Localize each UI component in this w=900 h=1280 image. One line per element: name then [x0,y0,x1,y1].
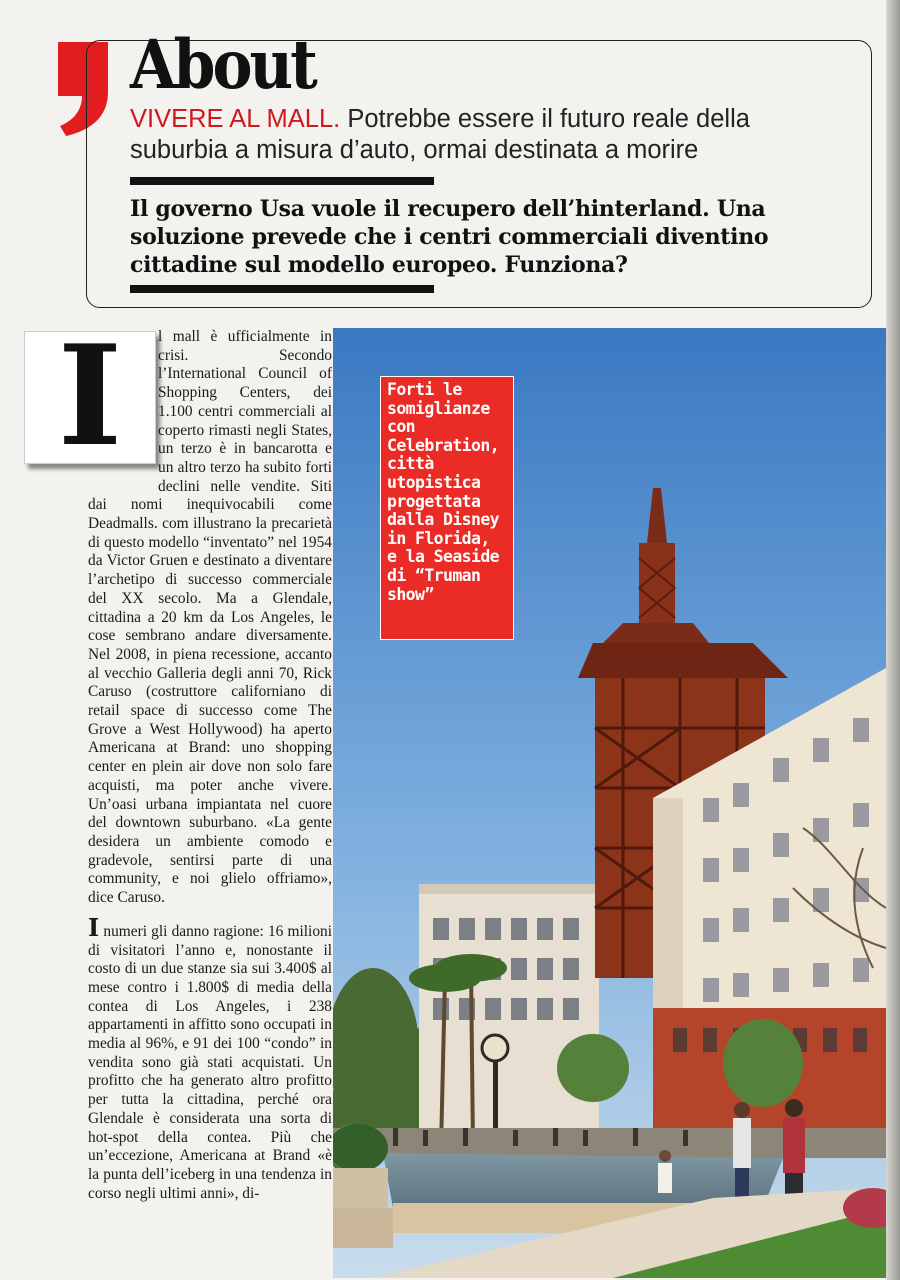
deck: Il governo Usa vuole il recupero dell’hinterland. Una soluzione prevede che i centri commerciali diventino cittadine sul modello europeo. Funziona? [130,196,769,278]
drop-cap-spacer [88,328,158,478]
paragraph-1-start: l mall è ufficialmente in crisi. [158,328,332,364]
pull-quote-callout: Forti le somiglianze con Celebration, città utopistica progettata dalla Disney in Florida, e la Seaside di “Truman show” [380,376,514,640]
kicker: VIVERE AL MALL. [130,105,341,133]
subtitle [130,104,830,166]
article-column [88,328,332,1203]
paragraph-1-body: Secondo l’International Council of Shopping Centers, dei 1.100 centri commerciali al coperto rimasti negli States, un terzo è in bancarotta e un altro terzo ha subito forti declini nelle vendite. Siti dai nomi inequivocabili come Deadmalls. com illustrano la precarietà di questo modello “inventato” nel 1954 da Victor Gruen e destinato a diventare l’archetipo di successo commerciale del XX secolo. Ma a Glendale, cittadina a 20 km da Los Angeles, le cose sembrano andare diversamente. Nel 2008, in piena recessione, accanto al vecchio Galleria degli anni 70, Rick Caruso (costruttore californiano di retail space di successo come The Grove a West Hollywood) ha aperto Americana at Brand: uno shopping center en plein air dove non solo fare acquisti, ma poter anche vivere. Un’oasi urbana impiantata nel cuore del downtown suburbano. «La gente desidera un ambiente comodo e gradevole, sentirsi parte di una community, e noi glielo offriamo», dice Caruso. [88,346,332,907]
article-paragraph-2 [88,912,332,1204]
divider-bar-top [130,177,434,185]
divider-bar-bottom [130,285,434,293]
paragraph-2-lead: I [88,912,100,942]
page-edge [886,0,900,1280]
subtitle-text: Potrebbe essere il futuro reale della suburbia a misura d’auto, ormai destinata a morire [130,105,750,164]
paragraph-2-body: numeri gli danno ragione: 16 milioni di visitatori l’anno e, nonostante il costo di un due stanze sia sui 3.400$ al mese contro i 1.800$ di media della contea di Los Angeles, i 238 appartamenti in affitto sono occupati in media al 96%, e 91 dei 100 “condo” in vendita sono già stati acquistati. Un profitto che ha generato altro profitto per tutta la cittadina, perché ora Glendale è considerata una sorta di hot-spot della contea. Più che un’eccezione, Americana at Brand «è la punta dell’iceberg in una tendenza in corso negli ultimi anni», di- [88,922,332,1202]
article-paragraph-1 [88,328,332,908]
drop-cap-letter: I [57,314,123,477]
section-title: About [130,26,315,105]
